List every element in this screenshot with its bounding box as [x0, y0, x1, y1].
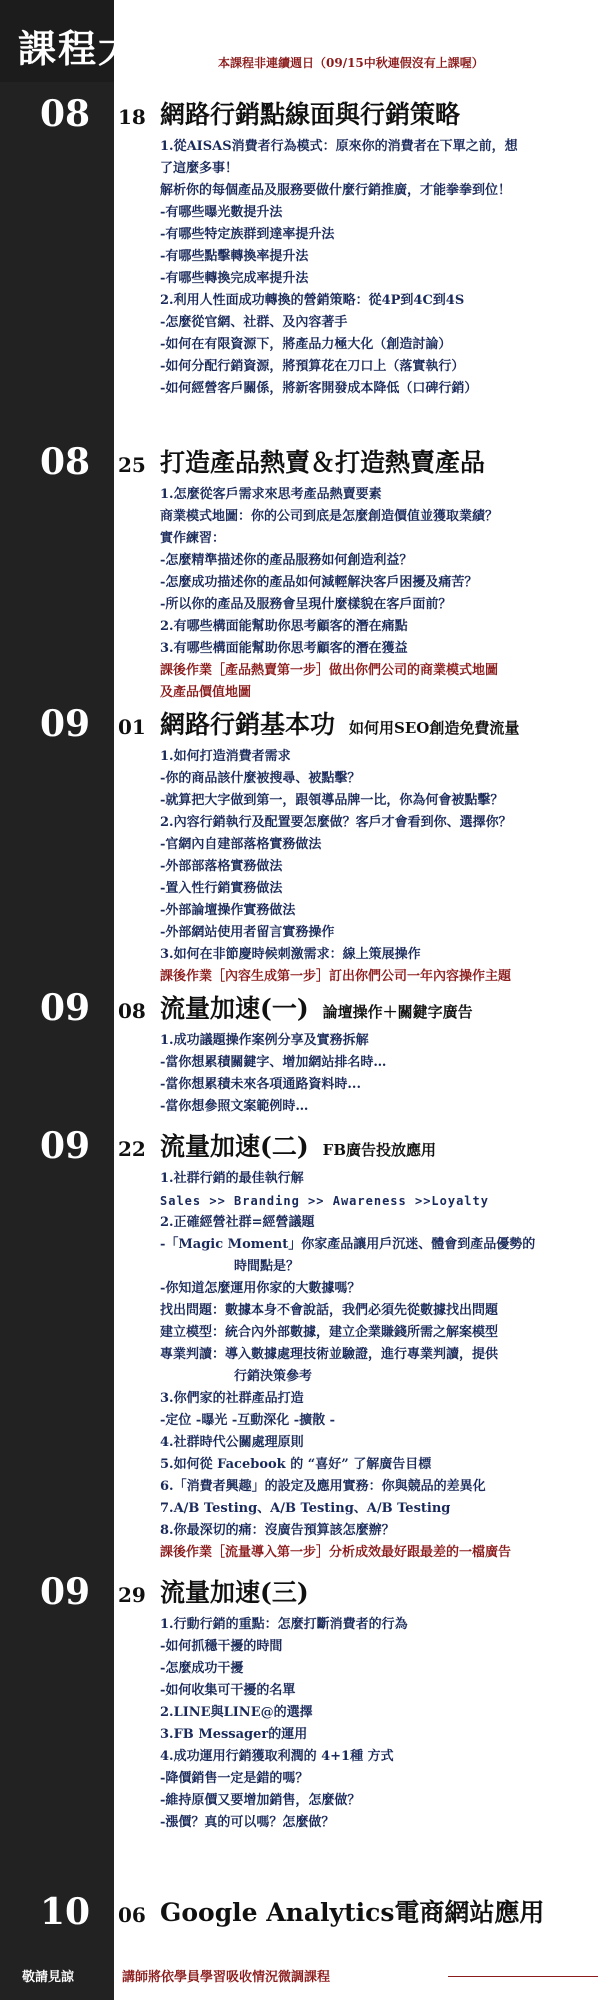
session-items: [160, 136, 600, 400]
outline-item: -有哪些點擊轉換率提升法: [160, 249, 309, 264]
outline-item: 5.如何從 Facebook 的 “喜好” 了解廣告目標: [160, 1457, 432, 1472]
outline-item: -所以你的產品及服務會呈現什麼樣貌在客戶面前？: [160, 597, 452, 612]
outline-item: -如何經營客戶關係，將新客開發成本降低（口碑行銷）: [160, 381, 478, 396]
outline-item: -有哪些曝光數提升法: [160, 205, 283, 220]
session-title: [160, 446, 485, 480]
outline-item: 3.FB Messager的運用: [160, 1727, 308, 1742]
session-day: 22: [118, 1137, 146, 1161]
outline-item: 3.有哪些構面能幫助你思考顧客的潛在獲益: [160, 641, 408, 656]
session-title-main: 流量加速(二): [160, 1132, 309, 1161]
outline-item: 專業判讀：導入數據處理技術並驗證，進行專業判讀，提供: [160, 1347, 499, 1362]
outline-item: -怎麼成功干擾: [160, 1661, 244, 1676]
homework-item: 及產品價值地圖: [160, 685, 252, 700]
homework-item: 課後作業［流量導入第一步］分析成效最好跟最差的一檔廣告: [160, 1545, 512, 1560]
outline-item: 7.A/B Testing、A/B Testing、A/B Testing: [160, 1501, 451, 1516]
outline-item: -漲價？真的可以嗎？怎麼做？: [160, 1815, 335, 1830]
outline-item: -維持原價又要增加銷售，怎麼做？: [160, 1793, 361, 1808]
outline-item: 解析你的每個產品及服務要做什麼行銷推廣，才能拳拳到位！: [160, 183, 512, 198]
outline-item: 8.你最深切的痛：沒廣告預算該怎麼辦？: [160, 1523, 395, 1538]
session-month: 09: [40, 1571, 91, 1613]
outline-item: -怎麼精準描述你的產品服務如何創造利益？: [160, 553, 413, 568]
outline-item: 了這麼多事！: [160, 161, 239, 176]
session-day: 06: [118, 1903, 146, 1927]
footer-note-right: 講師將依學員學習吸收情況微調課程: [122, 1970, 331, 1985]
session-day: 08: [118, 999, 146, 1023]
session-title-sub: 論壇操作＋關鍵字廣告: [322, 1003, 473, 1021]
outline-item: -置入性行銷實務做法: [160, 881, 283, 896]
session-day: 29: [118, 1583, 146, 1607]
session-month: 08: [40, 441, 91, 483]
outline-item: -如何抓穩干擾的時間: [160, 1639, 283, 1654]
outline-item: 1.如何打造消費者需求: [160, 749, 291, 764]
session-items: [160, 484, 600, 704]
outline-item: -如何分配行銷資源，將預算花在刀口上（落實執行）: [160, 359, 465, 374]
outline-item: 實作練習：: [160, 531, 226, 546]
outline-item: -你的商品該什麼被搜尋、被點擊？: [160, 771, 361, 786]
session-title-main: 流量加速(三): [160, 1578, 309, 1607]
session-month: 10: [40, 1891, 91, 1933]
outline-item: -定位 -曝光 -互動深化 -擴散 -: [160, 1413, 336, 1428]
outline-item: -當你想參照文案範例時…: [160, 1099, 309, 1114]
session-day: 01: [118, 715, 146, 739]
outline-item: 找出問題：數據本身不會說話，我們必須先從數據找出問題: [160, 1303, 499, 1318]
outline-item: -如何收集可干擾的名單: [160, 1683, 296, 1698]
outline-item: -當你想累積關鍵字、增加網站排名時…: [160, 1055, 387, 1070]
outline-item: 1.怎麼從客戶需求來思考產品熱賣要素: [160, 487, 382, 502]
session-items: [160, 746, 600, 988]
session-title: [160, 992, 473, 1029]
outline-item: -有哪些特定族群到達率提升法: [160, 227, 335, 242]
page-subtitle: 本課程非連續週日（09/15中秋連假沒有上課喔）: [218, 56, 484, 70]
session-month: 09: [40, 987, 91, 1029]
session-items: [160, 1614, 600, 1834]
homework-item: 課後作業［內容生成第一步］訂出你們公司一年內容操作主題: [160, 969, 512, 984]
outline-item: 時間點是？: [234, 1259, 300, 1274]
session-title-main: 網路行銷點線面與行銷策略: [160, 100, 461, 129]
outline-item: 商業模式地圖：你的公司到底是怎麼創造價值並獲取業績？: [160, 509, 499, 524]
outline-item: 行銷決策參考: [234, 1369, 313, 1384]
session-title-main: Google Analytics電商網站應用: [160, 1898, 545, 1927]
outline-item: -當你想累積未來各項通路資料時...: [160, 1077, 361, 1092]
session-title-sub: 如何用SEO創造免費流量: [349, 719, 520, 737]
outline-item: -外部網站使用者留言實務操作: [160, 925, 335, 940]
session-title: [160, 1896, 544, 1930]
session-title-main: 流量加速(一): [160, 994, 309, 1023]
footer-note-left: 敬請見諒: [22, 1970, 75, 1985]
outline-item: 3.如何在非節慶時候刺激需求：線上策展操作: [160, 947, 421, 962]
outline-item: 1.行動行銷的重點：怎麼打斷消費者的行為: [160, 1617, 408, 1632]
session-month: 09: [40, 1125, 91, 1167]
session-title-sub: FB廣告投放應用: [322, 1141, 437, 1159]
session-title: [160, 98, 460, 132]
footer-divider: [448, 1976, 598, 1977]
outline-item: -怎麼成功描述你的產品如何減輕解決客戶困擾及痛苦？: [160, 575, 478, 590]
outline-item: -「Magic Moment」你家產品讓用戶沉迷、體會到產品優勢的: [160, 1237, 536, 1252]
page-title: 課程大綱: [18, 26, 179, 71]
session-day: 25: [118, 453, 146, 477]
outline-item: -有哪些轉換完成率提升法: [160, 271, 309, 286]
outline-item: 3.你們家的社群產品打造: [160, 1391, 304, 1406]
outline-item: Sales >> Branding >> Awareness >>Loyalty: [160, 1194, 489, 1208]
outline-item: 2.利用人性面成功轉換的營銷策略：從4P到4C到4S: [160, 293, 465, 308]
outline-item: 2.有哪些構面能幫助你思考顧客的潛在痛點: [160, 619, 408, 634]
session-items: [160, 1030, 600, 1118]
outline-item: 建立模型：統合內外部數據，建立企業賺錢所需之解案模型: [160, 1325, 499, 1340]
outline-item: 1.從AISAS消費者行為模式：原來你的消費者在下單之前，想: [160, 139, 518, 154]
session-title-main: 打造產品熱賣＆打造熱賣產品: [160, 448, 486, 477]
outline-item: 6.「消費者興趣」的設定及應用實務：你與競品的差異化: [160, 1479, 486, 1494]
session-title: [160, 1130, 436, 1167]
outline-item: 1.社群行銷的最佳執行解: [160, 1171, 304, 1186]
session-title: [160, 1576, 309, 1610]
outline-item: 4.社群時代公關處理原則: [160, 1435, 304, 1450]
homework-item: 課後作業［產品熱賣第一步］做出你們公司的商業模式地圖: [160, 663, 499, 678]
outline-item: -如何在有限資源下，將產品力極大化（創造討論）: [160, 337, 452, 352]
session-month: 08: [40, 93, 91, 135]
outline-item: -你知道怎麼運用你家的大數據嗎？: [160, 1281, 361, 1296]
session-items: [160, 1168, 600, 1564]
outline-item: -官網內自建部落格實務做法: [160, 837, 322, 852]
session-title: [160, 708, 519, 745]
session-day: 18: [118, 105, 146, 129]
outline-item: 2.正確經營社群=經營議題: [160, 1215, 315, 1230]
outline-item: 2.LINE與LINE@的選擇: [160, 1705, 313, 1720]
outline-item: -降價銷售一定是錯的嗎？: [160, 1771, 309, 1786]
outline-item: 2.內容行銷執行及配置要怎麼做？客戶才會看到你、選擇你？: [160, 815, 512, 830]
outline-item: 1.成功議題操作案例分享及實務拆解: [160, 1033, 369, 1048]
outline-item: -就算把大字做到第一，跟領導品牌一比，你為何會被點擊？: [160, 793, 504, 808]
outline-item: -外部論壇操作實務做法: [160, 903, 296, 918]
footer: [0, 1950, 611, 2000]
outline-item: -外部部落格實務做法: [160, 859, 283, 874]
session-month: 09: [40, 703, 91, 745]
outline-item: -怎麼從官網、社群、及內容著手: [160, 315, 348, 330]
session-title-main: 網路行銷基本功: [160, 710, 336, 739]
outline-item: 4.成功運用行銷獲取利潤的 4+1種 方式: [160, 1749, 394, 1764]
